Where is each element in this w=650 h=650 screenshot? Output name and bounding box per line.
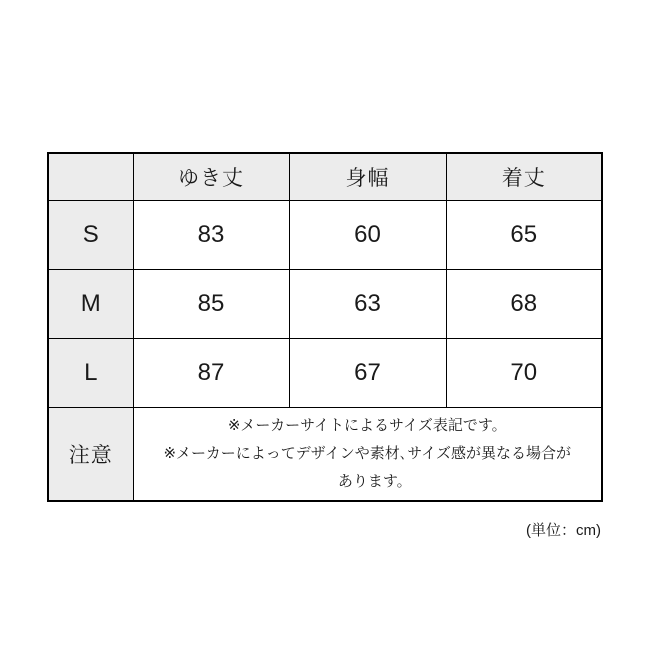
row-label-m: M — [48, 269, 133, 338]
value-m-sleeve: 85 — [133, 269, 289, 338]
value-l-sleeve: 87 — [133, 338, 289, 407]
note-line-3: あります。 — [337, 472, 412, 490]
unit-label: (単位：cm) — [526, 522, 601, 539]
note-cell — [133, 407, 602, 501]
note-line-2: ※メーカーによってデザインや素材､サイズ感が異なる場合が — [163, 444, 572, 462]
col-header-length: 着丈 — [446, 153, 602, 200]
col-header-body-width: 身幅 — [289, 153, 446, 200]
row-label-l: L — [48, 338, 133, 407]
col-header-sleeve-length: ゆき丈 — [133, 153, 289, 200]
corner-cell — [48, 153, 133, 200]
value-m-length: 68 — [446, 269, 602, 338]
row-label-s: S — [48, 200, 133, 269]
table-row-l — [48, 338, 602, 407]
value-s-width: 60 — [289, 200, 446, 269]
note-row-label: 注意 — [48, 407, 133, 501]
value-s-length: 65 — [446, 200, 602, 269]
size-spec-table — [47, 152, 603, 502]
value-s-sleeve: 83 — [133, 200, 289, 269]
value-l-width: 67 — [289, 338, 446, 407]
note-line-1: ※メーカーサイトによるサイズ表記です。 — [227, 416, 507, 434]
header-row — [48, 153, 602, 200]
table-row-s — [48, 200, 602, 269]
table-row-m — [48, 269, 602, 338]
value-l-length: 70 — [446, 338, 602, 407]
value-m-width: 63 — [289, 269, 446, 338]
note-row — [48, 407, 602, 501]
